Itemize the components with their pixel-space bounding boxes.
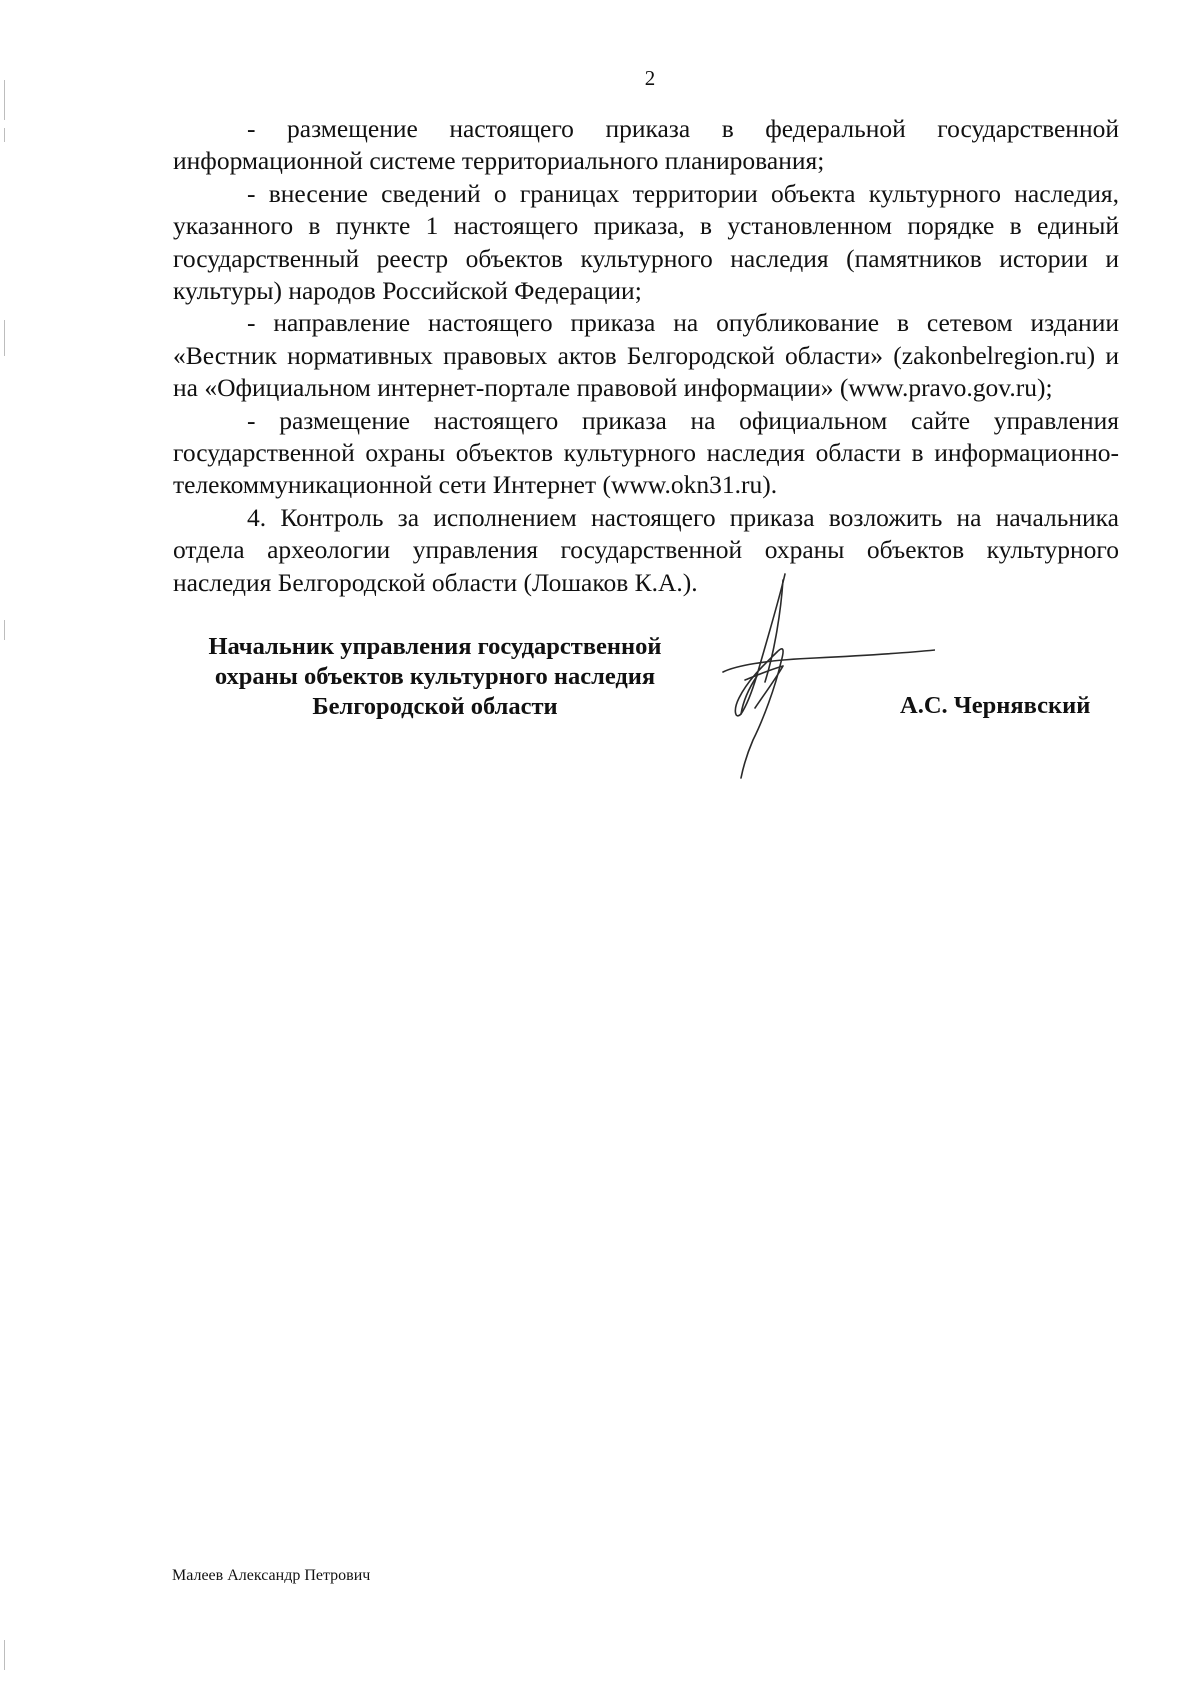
handwritten-signature — [705, 570, 935, 780]
scan-edge-mark — [4, 620, 5, 640]
document-body — [173, 113, 1119, 599]
paragraph-5: 4. Контроль за исполнением настоящего приказа возложить на начальника отдела археологии управления государственной охраны объектов культурного наследия Белгородской области (Лошаков К.А.). — [173, 502, 1119, 597]
signatory-position — [175, 632, 695, 722]
position-line: охраны объектов культурного наследия — [214, 663, 656, 690]
paragraph-1: - размещение настоящего приказа в федеральной государственной информационной системе территориального планирования; — [173, 114, 1119, 176]
position-line: Белгородской области — [312, 693, 558, 720]
scan-edge-mark — [4, 320, 5, 356]
signer-name: А.С. Чернявский — [900, 692, 1091, 719]
paragraph-4: - размещение настоящего приказа на официальном сайте управления государственной охраны объектов культурного наследия области в информационно-телекоммуникационной сети Интернет (www.okn31.ru). — [173, 405, 1119, 500]
position-line: Начальник управления государственной — [208, 633, 662, 660]
scan-edge-mark — [4, 80, 5, 120]
scan-edge-mark — [4, 1640, 5, 1670]
paragraph-2: - внесение сведений о границах территории объекта культурного наследия, указанного в пункте 1 настоящего приказа, в установленном порядке в единый государственный реестр объектов культурного наследия (памятников истории и культуры) народов Российской Федерации; — [173, 178, 1119, 306]
scan-edge-mark — [4, 128, 5, 142]
executor-name: Малеев Александр Петрович — [172, 1567, 371, 1584]
page-number: 2 — [644, 66, 656, 90]
paragraph-3: - направление настоящего приказа на опубликование в сетевом издании «Вестник нормативных правовых актов Белгородской области» (zakonbelregion.ru) и на «Официальном интернет-портале правовой информации» (www.pravo.gov.ru); — [173, 308, 1119, 403]
